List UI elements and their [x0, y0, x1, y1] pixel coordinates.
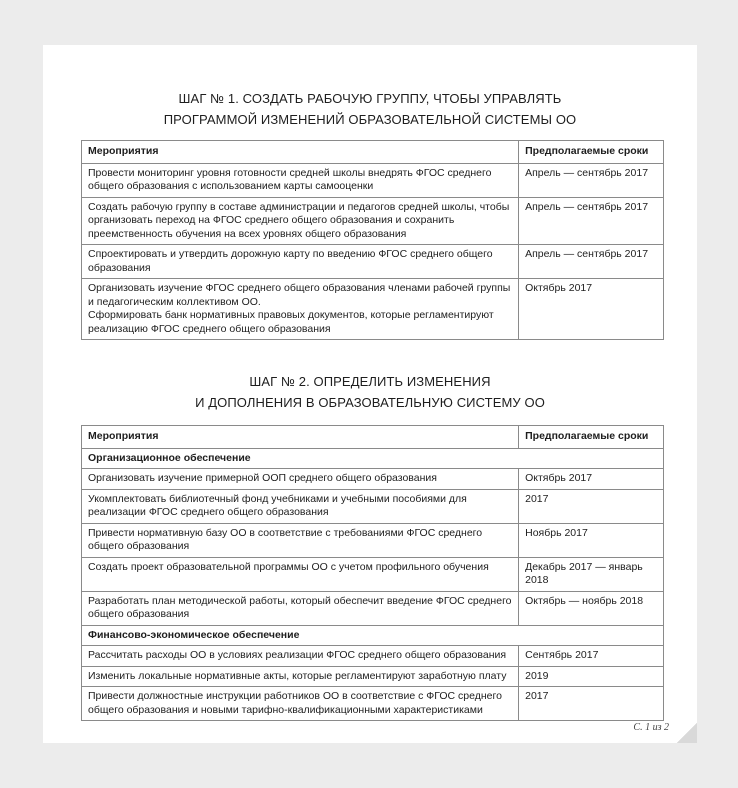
table-row: [82, 666, 664, 687]
step2-table: [81, 425, 664, 721]
date-cell: 2019: [519, 666, 664, 687]
step1-table: [81, 140, 664, 340]
activity-cell: Разработать план методической работы, который обеспечит введение ФГОС среднего общего образования: [82, 591, 519, 625]
activity-cell: Создать рабочую группу в составе администрации и педагогов средней школы, чтобы организовать переход на ФГОС среднего общего образования и сохранить преемственность обучения на всех уровнях общего образования: [82, 197, 519, 245]
table-row: [82, 489, 664, 523]
column-header-activities: Мероприятия: [82, 426, 519, 449]
date-cell: 2017: [519, 687, 664, 721]
step2-title-line2: И ДОПОЛНЕНИЯ В ОБРАЗОВАТЕЛЬНУЮ СИСТЕМУ ОО: [195, 395, 545, 410]
table-row: [82, 591, 664, 625]
date-cell: Апрель — сентябрь 2017: [519, 163, 664, 197]
activity-text: Организовать изучение ФГОС среднего общего образования членами рабочей группы и педагогическим коллективом ОО.: [88, 282, 511, 308]
table-row: [82, 197, 664, 245]
date-cell: Сентябрь 2017: [519, 646, 664, 667]
table-row: [82, 279, 664, 340]
table-header-row: [82, 426, 664, 449]
date-cell: Апрель — сентябрь 2017: [519, 245, 664, 279]
step1-title-line2: ПРОГРАММОЙ ИЗМЕНЕНИЙ ОБРАЗОВАТЕЛЬНОЙ СИСТЕМЫ ОО: [163, 112, 577, 127]
page-fold-corner: [677, 723, 697, 743]
activity-cell: Рассчитать расходы ОО в условиях реализации ФГОС среднего общего образования: [82, 646, 519, 667]
date-cell: Ноябрь 2017: [519, 523, 664, 557]
table-row: [82, 469, 664, 490]
column-header-dates: Предполагаемые сроки: [519, 426, 664, 449]
section-row: [82, 448, 664, 469]
date-cell: 2017: [519, 489, 664, 523]
activity-cell: Организовать изучение примерной ООП среднего общего образования: [82, 469, 519, 490]
date-cell: Апрель — сентябрь 2017: [519, 197, 664, 245]
activity-cell: Создать проект образовательной программы ОО с учетом профильного обучения: [82, 557, 519, 591]
step2-heading: [43, 371, 697, 413]
date-cell: Октябрь — ноябрь 2018: [519, 591, 664, 625]
page-number: С. 1 из 2: [633, 722, 669, 733]
section-row: [82, 625, 664, 646]
activity-cell: Укомплектовать библиотечный фонд учебниками и учебными пособиями для реализации ФГОС среднего общего образования: [82, 489, 519, 523]
table-row: [82, 523, 664, 557]
activity-cell: [82, 279, 519, 340]
activity-cell: Привести нормативную базу ОО в соответствие с требованиями ФГОС среднего общего образования: [82, 523, 519, 557]
date-cell: Декабрь 2017 — январь 2018: [519, 557, 664, 591]
table-row: [82, 646, 664, 667]
table-row: [82, 245, 664, 279]
activity-cell: Привести должностные инструкции работников ОО в соответствие с ФГОС среднего общего образования и новыми тарифно-квалификационными характеристиками: [82, 687, 519, 721]
section-title-financial: Финансово-экономическое обеспечение: [82, 625, 664, 646]
activity-cell: Провести мониторинг уровня готовности средней школы внедрять ФГОС среднего общего образования с использованием карты самооценки: [82, 163, 519, 197]
step1-heading: [43, 88, 697, 130]
table-header-row: [82, 141, 664, 164]
step1-title-line1: ШАГ № 1. СОЗДАТЬ РАБОЧУЮ ГРУППУ, ЧТОБЫ УПРАВЛЯТЬ: [178, 91, 562, 106]
document-page: [43, 45, 697, 743]
activity-text: Сформировать банк нормативных правовых документов, которые регламентируют реализацию ФГОС среднего общего образования: [88, 309, 494, 335]
date-cell: Октябрь 2017: [519, 469, 664, 490]
table-row: [82, 163, 664, 197]
section-title-organizational: Организационное обеспечение: [82, 448, 664, 469]
table-row: [82, 687, 664, 721]
activity-cell: Спроектировать и утвердить дорожную карту по введению ФГОС среднего общего образования: [82, 245, 519, 279]
table-row: [82, 557, 664, 591]
step2-title-line1: ШАГ № 2. ОПРЕДЕЛИТЬ ИЗМЕНЕНИЯ: [249, 374, 491, 389]
column-header-activities: Мероприятия: [82, 141, 519, 164]
column-header-dates: Предполагаемые сроки: [519, 141, 664, 164]
activity-cell: Изменить локальные нормативные акты, которые регламентируют заработную плату: [82, 666, 519, 687]
date-cell: Октябрь 2017: [519, 279, 664, 340]
